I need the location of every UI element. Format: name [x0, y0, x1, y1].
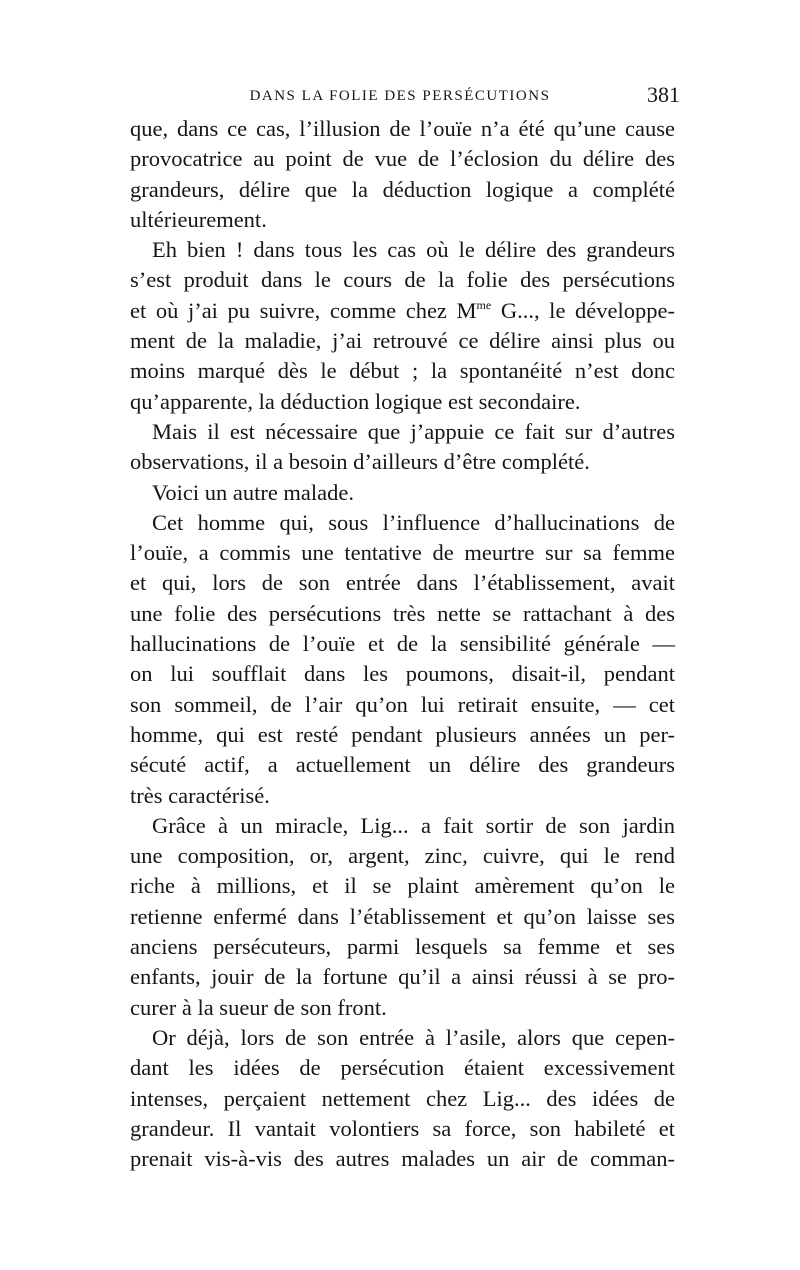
- text-line-content: curer à la sueur de son front.: [130, 994, 387, 1020]
- text-line-content: intenses, perçaient nettement chez Lig... des idées de: [130, 1085, 675, 1111]
- page-number: 381: [647, 82, 680, 107]
- text-line-content: retienne enfermé dans l’établissement et qu’on laisse ses: [130, 903, 675, 929]
- text-line-content: provocatrice au point de vue de l’éclosion du délire des: [130, 146, 675, 172]
- text-line-content: Eh bien ! dans tous les cas où le délire des grandeurs: [152, 237, 675, 263]
- superscript: me: [476, 297, 492, 312]
- text-line-content: riche à millions, et il se plaint amèrement qu’on le: [130, 873, 675, 899]
- text-line-content: hallucinations de l’ouïe et de la sensibilité générale —: [130, 631, 675, 657]
- text-line: [130, 599, 675, 629]
- text-line-content: prenait vis-à-vis des autres malades un air de comman-: [130, 1146, 675, 1172]
- text-line-content: anciens persécuteurs, parmi lesquels sa femme et ses: [130, 934, 675, 960]
- text-line-content: moins marqué dès le début ; la spontanéité n’est donc: [130, 358, 675, 384]
- text-line-continuation: G..., le développe-: [491, 297, 675, 323]
- text-line: [130, 417, 675, 447]
- text-line: [130, 720, 675, 750]
- text-line: [130, 1053, 675, 1083]
- text-line: [130, 175, 675, 205]
- text-line-content: sécuté actif, a actuellement un délire des grandeurs: [130, 752, 675, 778]
- text-line-content: homme, qui est resté pendant plusieurs années un per-: [130, 721, 675, 747]
- text-line: [130, 144, 675, 174]
- text-line: [130, 326, 675, 356]
- text-line: [130, 932, 675, 962]
- text-line: [130, 962, 675, 992]
- text-line-content: qu’apparente, la déduction logique est secondaire.: [130, 388, 581, 414]
- text-line: [130, 690, 675, 720]
- text-line: [130, 1023, 675, 1053]
- text-line-content: on lui soufflait dans les poumons, disait-il, pendant: [130, 661, 675, 687]
- text-line: [130, 781, 675, 811]
- text-line-content: Voici un autre malade.: [152, 479, 355, 505]
- text-line: [130, 1144, 675, 1174]
- text-line-content: Grâce à un miracle, Lig... a fait sortir de son jardin: [152, 812, 675, 838]
- text-line-content: observations, il a besoin d’ailleurs d’être complété.: [130, 449, 590, 475]
- text-line-content: grandeurs, délire que la déduction logique a complété: [130, 176, 675, 202]
- text-line: [130, 114, 675, 144]
- text-line-content: son sommeil, de l’air qu’on lui retirait ensuite, — cet: [130, 691, 675, 717]
- text-line: [130, 750, 675, 780]
- text-line: [130, 568, 675, 598]
- text-line: [130, 871, 675, 901]
- text-line-content: Cet homme qui, sous l’influence d’hallucinations de: [152, 509, 675, 535]
- text-line-content: une composition, or, argent, zinc, cuivre, qui le rend: [130, 843, 675, 869]
- running-head: [120, 82, 680, 112]
- text-line-content: et où j’ai pu suivre, comme chez M: [130, 297, 477, 323]
- text-line: [130, 508, 675, 538]
- text-line-content: Mais il est nécessaire que j’appuie ce fait sur d’autres: [152, 418, 675, 444]
- text-line: [130, 356, 675, 386]
- text-line-content: ment de la maladie, j’ai retrouvé ce délire ainsi plus ou: [130, 328, 675, 354]
- text-line-content: grandeur. Il vantait volontiers sa force, son habileté et: [130, 1115, 675, 1141]
- text-line-content: que, dans ce cas, l’illusion de l’ouïe n’a été qu’une cause: [130, 116, 675, 141]
- text-line-content: enfants, jouir de la fortune qu’il a ainsi réussi à se pro-: [130, 964, 675, 990]
- text-line-content: une folie des persécutions très nette se rattachant à des: [130, 600, 675, 626]
- text-line-content: Or déjà, lors de son entrée à l’asile, alors que cepen-: [152, 1024, 675, 1050]
- text-line: [130, 1114, 675, 1144]
- text-line: [130, 265, 675, 295]
- text-line-content: ultérieurement.: [130, 206, 267, 232]
- text-line-content: s’est produit dans le cours de la folie des persécutions: [130, 267, 675, 293]
- text-line: [130, 447, 675, 477]
- text-line: [130, 902, 675, 932]
- text-line: [130, 478, 675, 508]
- text-line: [130, 538, 675, 568]
- text-line: [130, 629, 675, 659]
- text-line-content: très caractérisé.: [130, 782, 270, 808]
- text-line-content: l’ouïe, a commis une tentative de meurtre sur sa femme: [130, 540, 675, 566]
- body-text: [130, 114, 675, 1174]
- text-line: [130, 811, 675, 841]
- text-line-content: et qui, lors de son entrée dans l’établissement, avait: [130, 570, 675, 596]
- text-line: [130, 841, 675, 871]
- text-line: [130, 387, 675, 417]
- running-title: DANS LA FOLIE DES PERSÉCUTIONS: [249, 88, 551, 104]
- text-line: [130, 993, 675, 1023]
- text-line: [130, 205, 675, 235]
- text-line: [130, 235, 675, 265]
- text-line: [130, 1084, 675, 1114]
- text-line: [130, 659, 675, 689]
- text-line-content: dant les idées de persécution étaient excessivement: [130, 1055, 675, 1081]
- text-line: [130, 296, 675, 326]
